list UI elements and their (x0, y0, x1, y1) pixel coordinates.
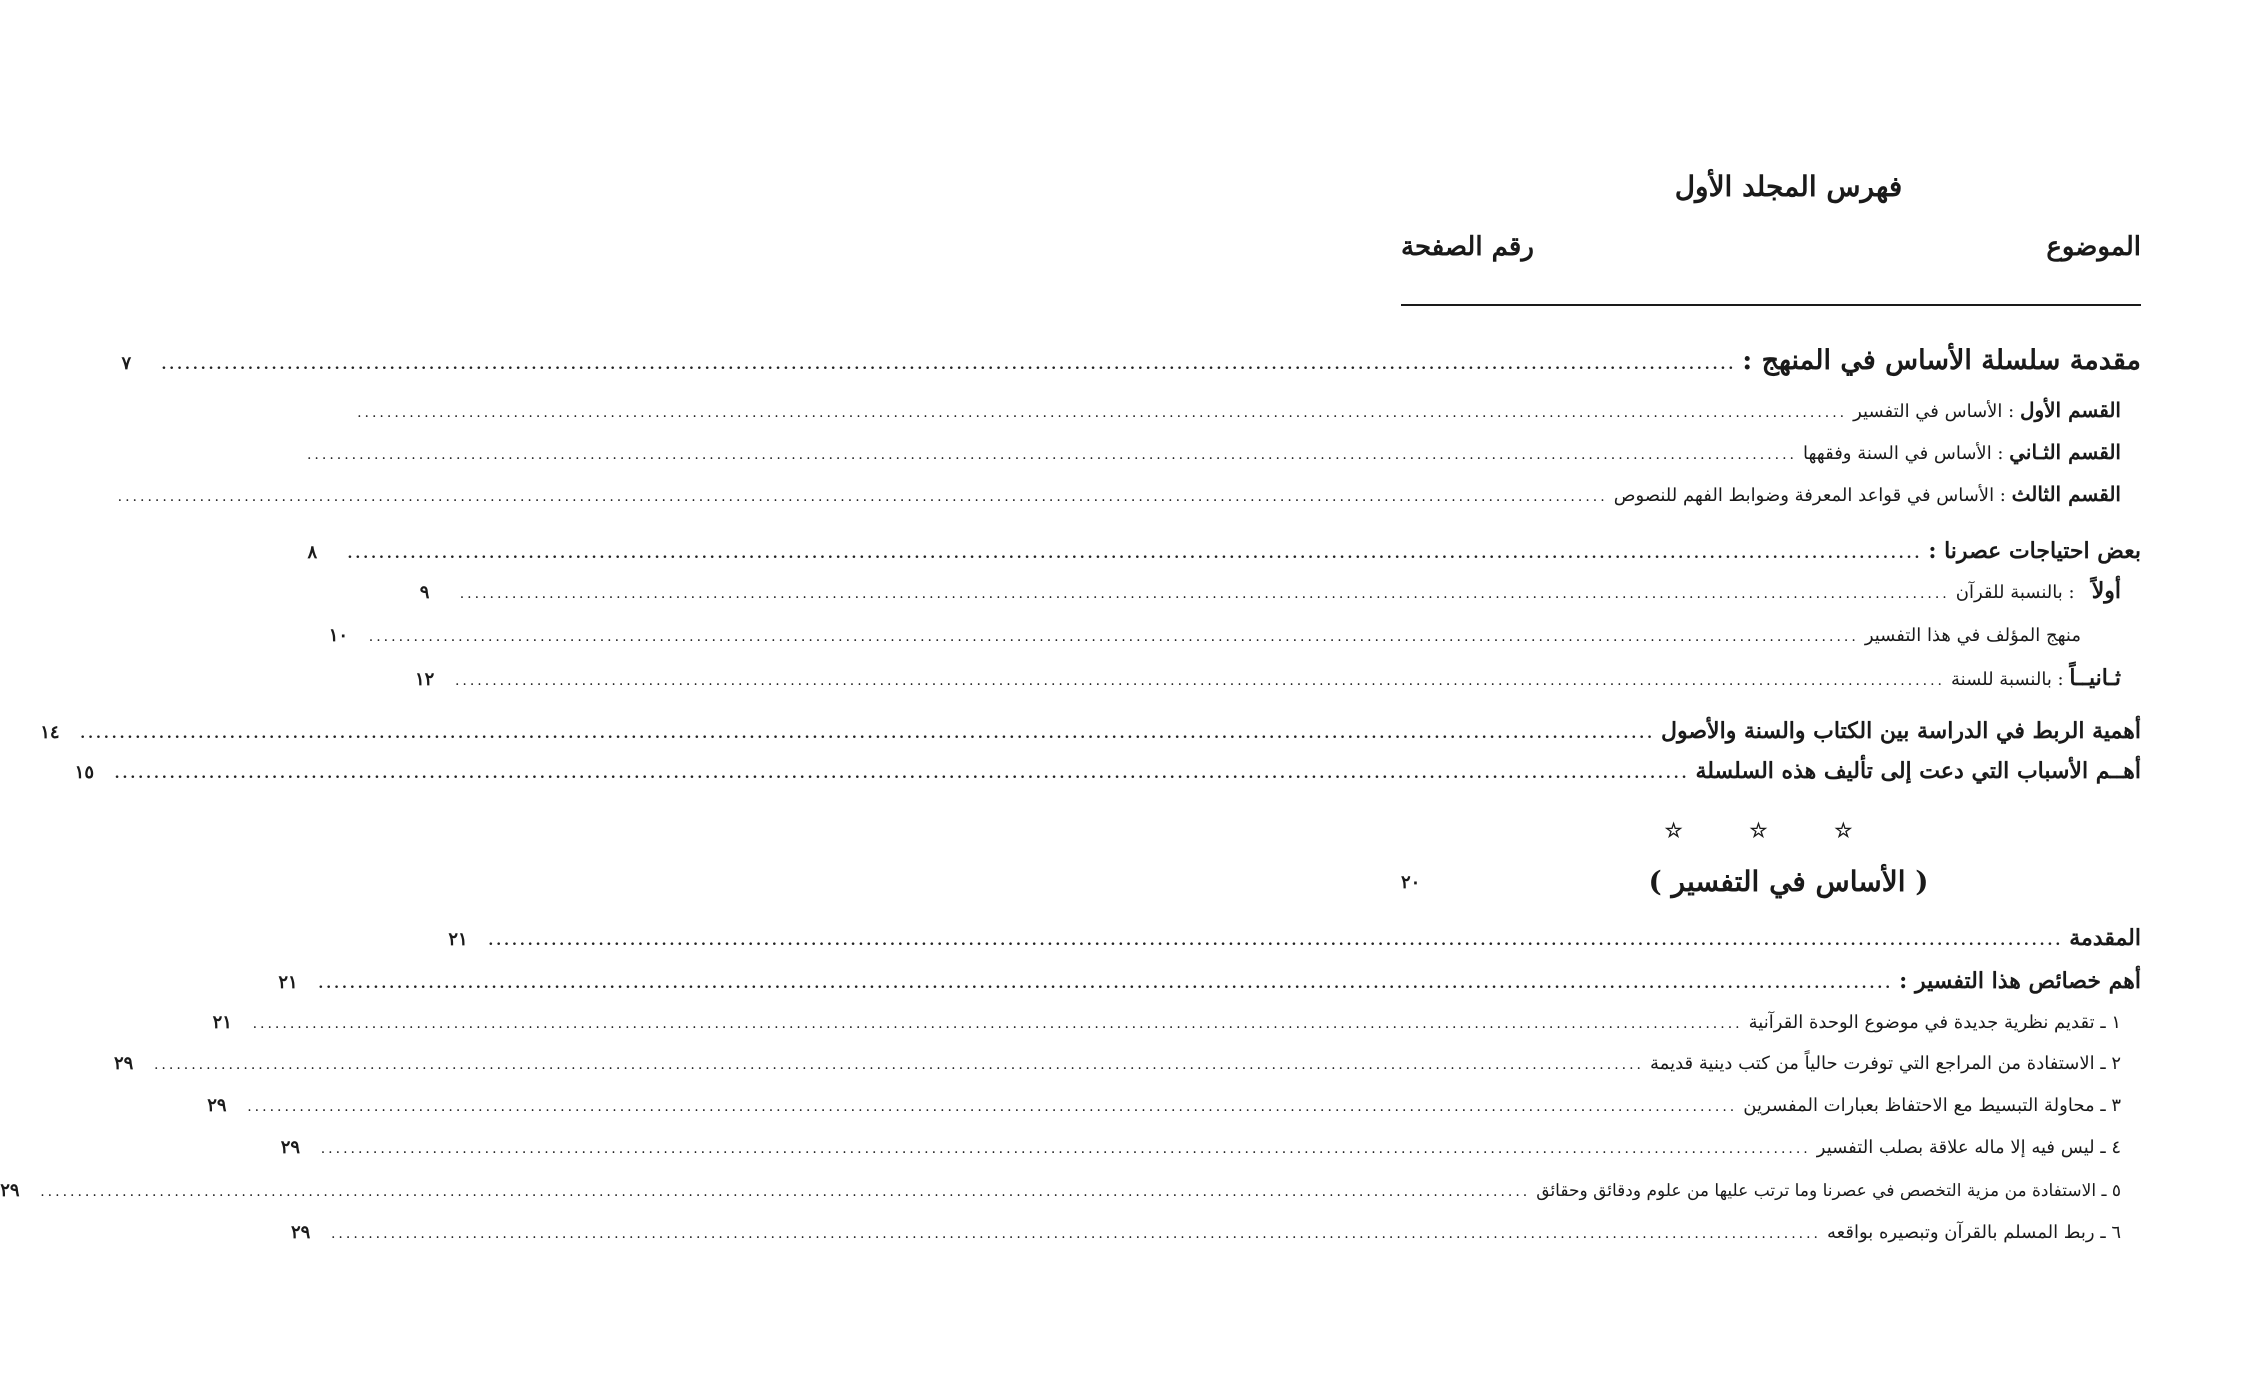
leader-dots: ........................................................................................................................................................................................................ (368, 629, 1859, 645)
toc-entry-page: ٢٩ (280, 1137, 301, 1158)
leader-dots: ........................................................................................................................................................................................................ (161, 357, 1737, 373)
toc-entry-title: مقدمة سلسلة الأساس في المنهج : (1742, 345, 2141, 376)
toc-entry-title: : الأساس في التفسير (1853, 401, 2015, 422)
leader-dots: ........................................................................................................................................................................................................ (117, 489, 1608, 505)
toc-entry-label: ثـانيــاً (2069, 665, 2121, 691)
page-title: فهرس المجلد الأول (1674, 170, 1903, 203)
toc-entry-features[interactable] (278, 968, 2141, 994)
leader-dots: ........................................................................................................................................................................................................ (330, 1226, 1822, 1242)
toc-entry-page: ٢١ (278, 972, 298, 993)
toc-entry-feature-6[interactable] (290, 1222, 2121, 1243)
toc-entry-linking[interactable] (40, 718, 2141, 744)
toc-entry-intro[interactable] (121, 345, 2141, 376)
leader-dots: ........................................................................................................................................................................................................ (80, 726, 1656, 742)
toc-entry-title: : الأساس في السنة وفقهها (1803, 443, 2004, 464)
toc-entry-page: ١٢ (414, 669, 435, 690)
section-page: ٢٠ (1401, 872, 1421, 893)
toc-entry-page: ٨ (307, 542, 318, 563)
toc-entry-title: : الأساس في قواعد المعرفة وضوابط الفهم للنصوص (1613, 485, 2006, 506)
toc-entry-page: ٢١ (448, 929, 468, 950)
toc-entry-page: ١٥ (74, 762, 94, 783)
toc-entry-page: ٩ (419, 582, 430, 603)
leader-dots: ........................................................................................................................................................................................................ (459, 586, 1950, 602)
toc-entry-feature-1[interactable] (212, 1012, 2121, 1033)
toc-entry-label: القسم الأول (2019, 398, 2121, 422)
toc-entry-quran[interactable] (419, 578, 2121, 604)
toc-entry-label: القسم الثـاني (2009, 440, 2121, 464)
toc-entry-label: القسم الثالث (2011, 482, 2121, 506)
toc-entry-title: أهمية الربط في الدراسة بين الكتاب والسنة والأصول (1661, 718, 2141, 744)
toc-entry-part-3[interactable] (117, 482, 2121, 506)
toc-entry-page: ٢٩ (0, 1180, 20, 1201)
toc-entry-label: أولاً (2091, 578, 2121, 604)
leader-dots: ........................................................................................................................................................................................................ (347, 546, 1923, 562)
leader-dots: ........................................................................................................................................................................................................ (488, 933, 2064, 949)
toc-entry-sunnah[interactable] (414, 665, 2121, 691)
toc-entry-title: المقدمة (2069, 925, 2141, 951)
toc-entry-feature-3[interactable] (207, 1095, 2121, 1116)
toc-entry-title: ٦ ـ ربط المسلم بالقرآن وتبصيره بواقعه (1827, 1222, 2121, 1243)
leader-dots: ........................................................................................................................................................................................................ (318, 976, 1894, 992)
leader-dots: ........................................................................................................................................................................................................ (252, 1016, 1743, 1032)
toc-entry-introduction[interactable] (448, 925, 2141, 951)
toc-entry-feature-2[interactable] (113, 1053, 2121, 1074)
toc-entry-title: : بالنسبة للقرآن (1955, 582, 2075, 603)
toc-entry-title: ٢ ـ الاستفادة من المراجع التي توفرت حالياً من كتب دينية قديمة (1650, 1053, 2121, 1074)
toc-entry-reasons[interactable] (74, 758, 2141, 784)
page-number-column-header: رقم الصفحة (1401, 232, 1534, 262)
toc-entry-page: ٢٩ (113, 1053, 134, 1074)
toc-entry-page: ٢١ (212, 1012, 232, 1033)
topic-column-header: الموضوع (2046, 232, 2141, 262)
toc-entry-page: ٧ (121, 353, 132, 374)
toc-entry-title: أهم خصائص هذا التفسير : (1899, 968, 2141, 994)
toc-entry-title: بعض احتياجات عصرنا : (1928, 538, 2141, 564)
leader-dots: ........................................................................................................................................................................................................ (454, 673, 1945, 689)
toc-entry-title: : بالنسبة للسنة (1950, 669, 2064, 690)
section-title: ( الأساس في التفسير ) (1648, 865, 1929, 898)
leader-dots: ........................................................................................................................................................................................................ (306, 447, 1798, 463)
toc-entry-page: ٢٩ (290, 1222, 311, 1243)
header-rule (1401, 304, 2141, 306)
leader-dots: ........................................................................................................................................................................................................ (357, 405, 1848, 421)
leader-dots: ........................................................................................................................................................................................................ (153, 1057, 1645, 1073)
toc-entry-feature-5[interactable] (0, 1180, 2121, 1201)
leader-dots: ........................................................................................................................................................................................................ (320, 1141, 1811, 1157)
toc-entry-title: منهج المؤلف في هذا التفسير (1864, 625, 2081, 646)
stars-divider: ☆ ☆ ☆ (1664, 818, 1883, 842)
leader-dots: ........................................................................................................................................................................................................ (114, 766, 1690, 782)
toc-entry-title: أهــم الأسباب التي دعت إلى تأليف هذه السلسلة (1695, 758, 2141, 784)
toc-entry-title: ٤ ـ ليس فيه إلا ماله علاقة بصلب التفسير (1816, 1137, 2121, 1158)
toc-entry-part-2[interactable] (306, 440, 2121, 464)
leader-dots: ........................................................................................................................................................................................................ (40, 1184, 1531, 1200)
toc-entry-title: ١ ـ تقديم نظرية جديدة في موضوع الوحدة القرآنية (1748, 1012, 2121, 1033)
toc-entry-part-1[interactable] (357, 398, 2121, 422)
toc-entry-title: ٥ ـ الاستفادة من مزية التخصص في عصرنا وما ترتب عليها من علوم ودقائق وحقائق (1536, 1181, 2121, 1201)
toc-entry-title: ٣ ـ محاولة التبسيط مع الاحتفاظ بعبارات المفسرين (1743, 1095, 2121, 1116)
toc-entry-feature-4[interactable] (280, 1137, 2121, 1158)
leader-dots: ........................................................................................................................................................................................................ (247, 1099, 1738, 1115)
toc-entry-page: ١٠ (328, 625, 349, 646)
toc-entry-method[interactable] (328, 625, 2081, 646)
toc-entry-needs[interactable] (307, 538, 2141, 564)
toc-entry-page: ١٤ (40, 722, 60, 743)
toc-entry-page: ٢٩ (207, 1095, 227, 1116)
